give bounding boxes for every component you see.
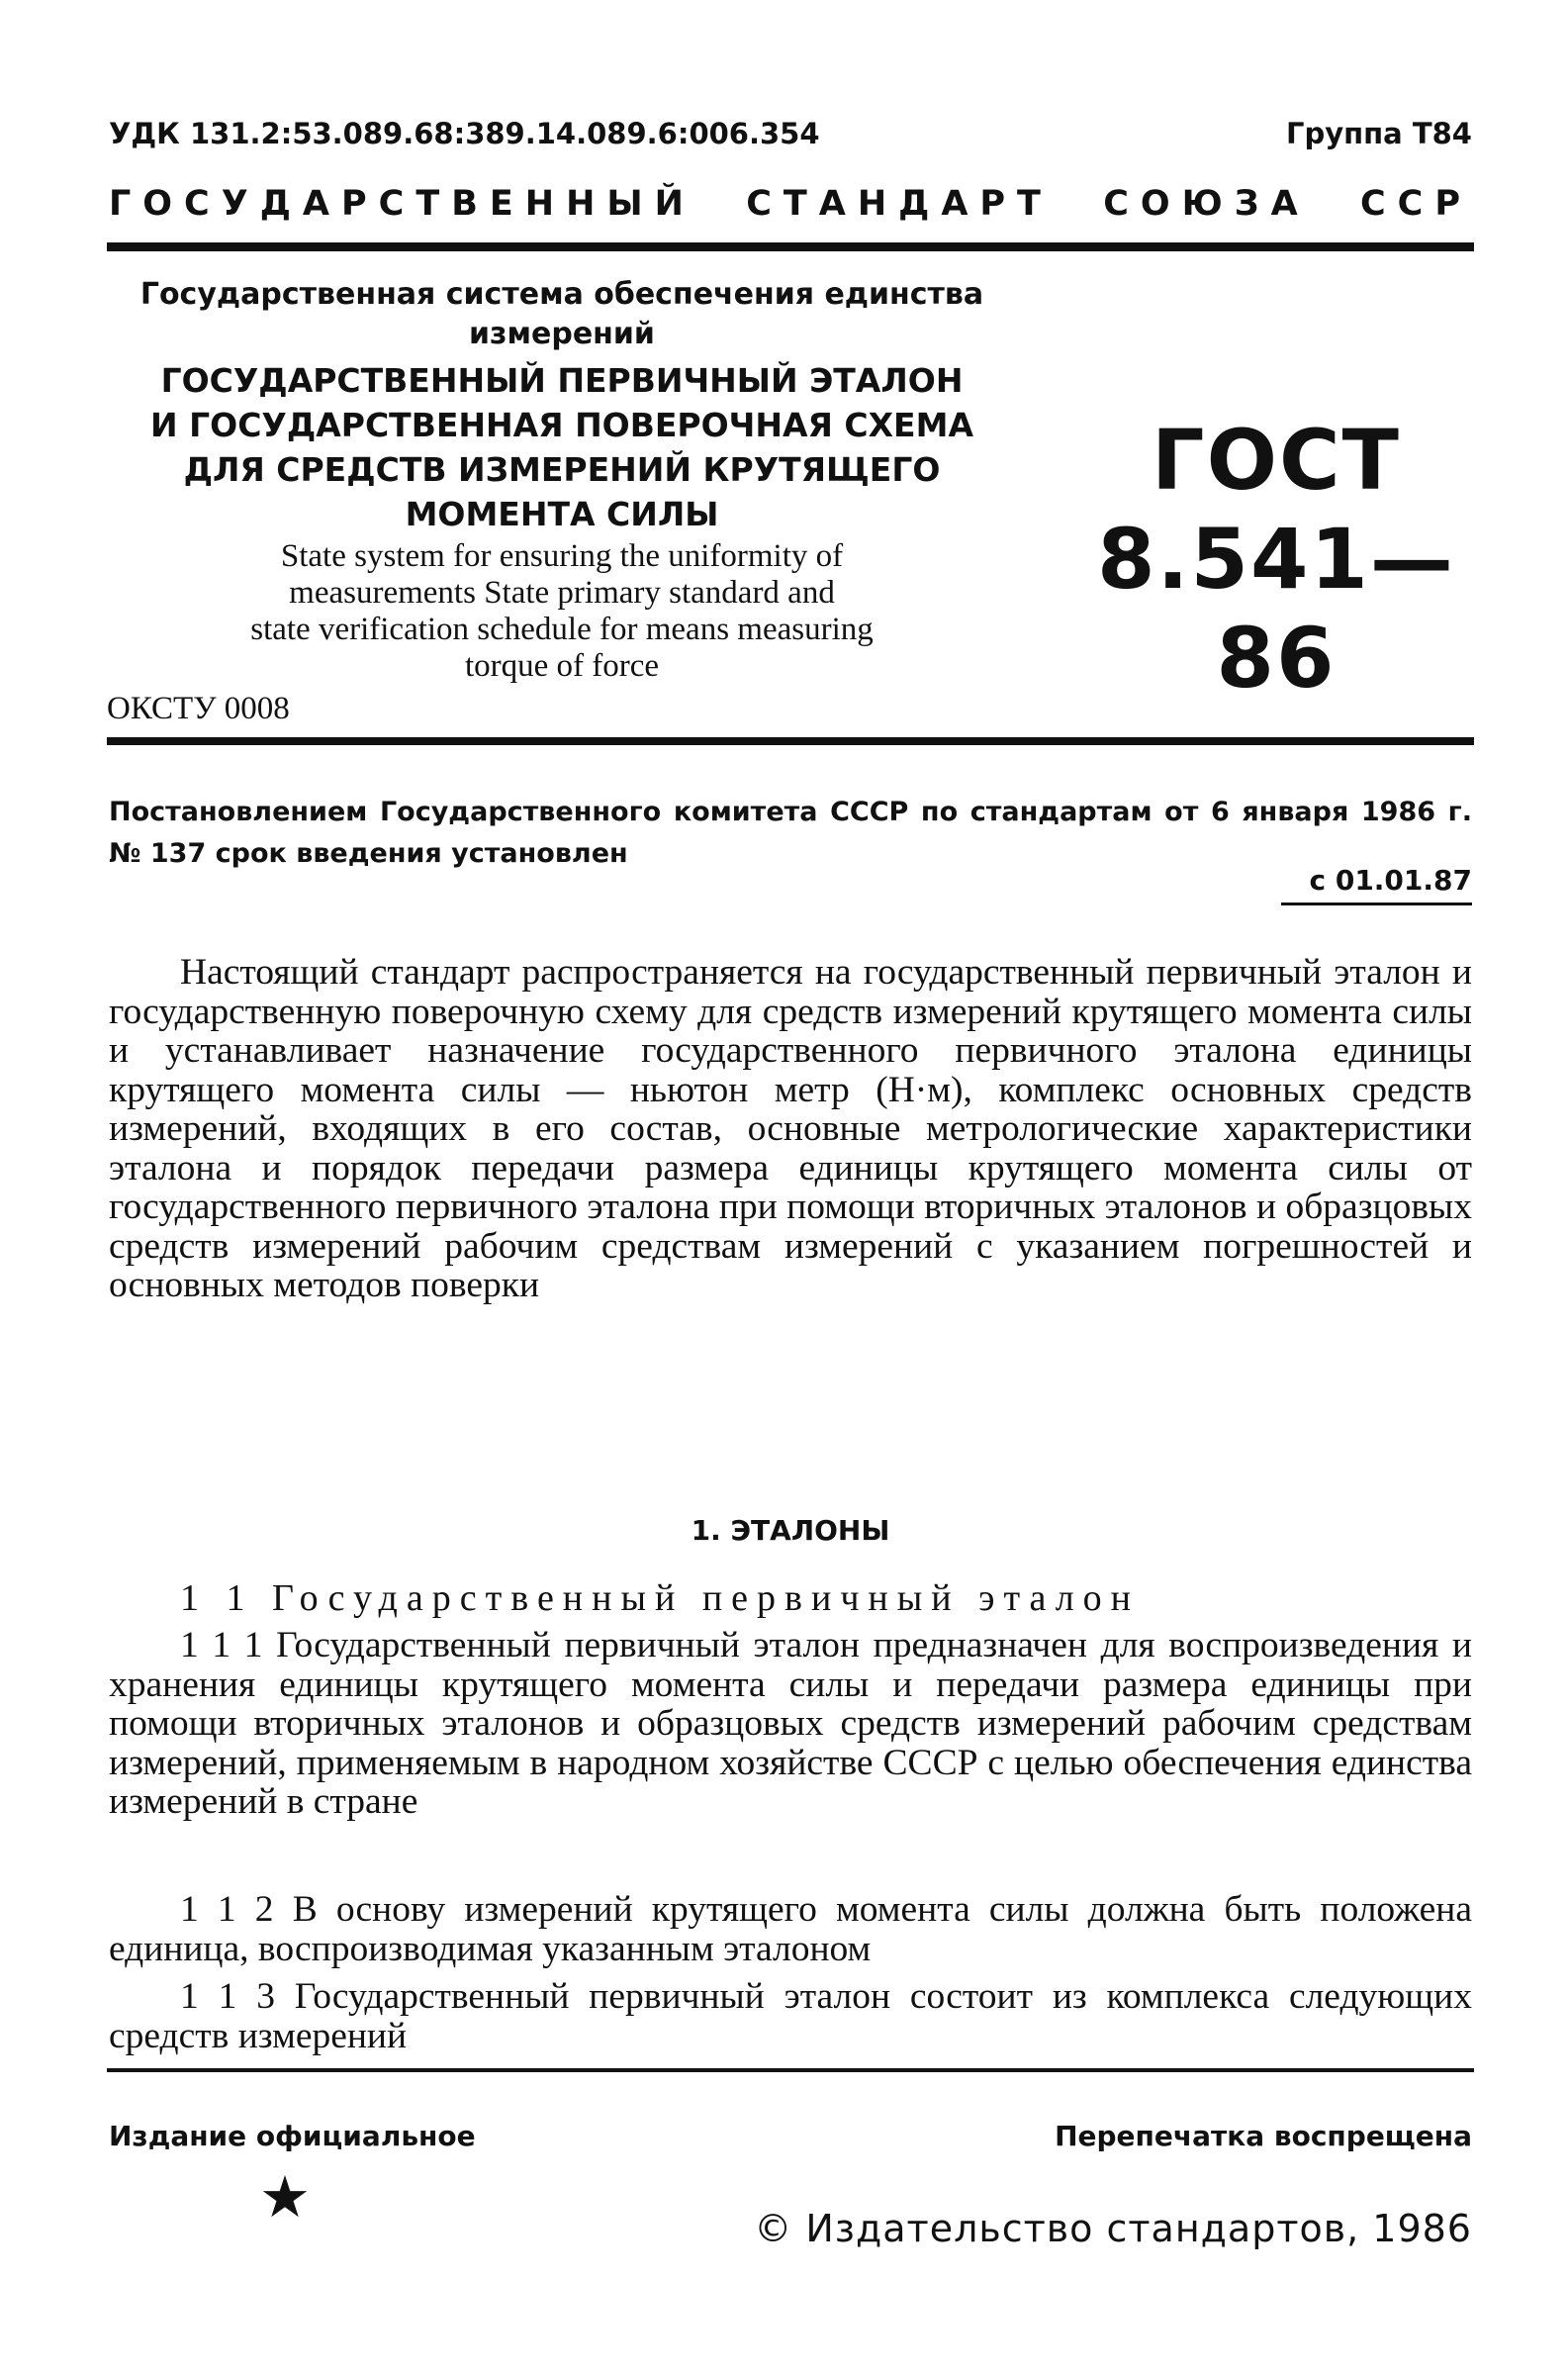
official-edition: Издание официальное (109, 2120, 476, 2152)
standard-title-block (107, 275, 1017, 685)
system-name (107, 275, 1017, 354)
decree-text: Постановлением Государственного комитета СССР по стандартам от 6 января 1986 г. № 137 срок введения установлен (109, 797, 1472, 869)
copyright-notice: © Издательство стандартов, 1986 (754, 2207, 1472, 2250)
english-line: torque of force (464, 648, 660, 684)
title-line: ДЛЯ СРЕДСТВ ИЗМЕРЕНИЙ КРУТЯЩЕГО (183, 450, 941, 489)
gost-number: 8.541—86 (1097, 511, 1455, 707)
system-line: измерений (469, 317, 655, 351)
english-line: State system for ensuring the uniformity of (280, 538, 844, 574)
middle-rule (107, 737, 1474, 745)
udk-code: УДК 131.2:53.089.68:389.14.089.6:006.354 (109, 117, 820, 150)
standard-title (107, 358, 1017, 536)
section-title: 1. ЭТАЛОНЫ (691, 1514, 890, 1547)
org-word: СТАНДАРТ (746, 184, 1053, 224)
top-rule (107, 242, 1474, 251)
star-icon: ★ (259, 2163, 311, 2231)
org-word: СОЮЗА (1103, 184, 1310, 224)
paragraph-1-1-1: 1 1 1 Государственный первичный эталон предназначен для воспроизведения и хранения единицы крутящего момента силы и передачи размера единицы при помощи вторичных эталонов и образцовых средств измерений рабочим средствам измерений, применяемым в народном хозяйстве СССР с целью обеспечения единства измерений в стране (109, 1625, 1472, 1822)
org-word: ГОСУДАРСТВЕННЫЙ (109, 184, 695, 224)
paragraph-1-1-3: 1 1 3 Государственный первичный эталон состоит из комплекса следующих средств измерений (109, 1976, 1472, 2056)
org-heading (109, 184, 1472, 224)
title-line: И ГОСУДАРСТВЕННАЯ ПОВЕРОЧНАЯ СХЕМА (150, 406, 973, 444)
subsection-heading: 1 1 Государственный первичный эталон (180, 1577, 1141, 1619)
intro-paragraph: Настоящий стандарт распространяется на государственный первичный эталон и государственную поверочную схему для средств измерений крутящего момента силы и устанавливает назначение государственного первичного эталона единицы крутящего момента силы — ньютон метр (Н·м), комплекс основных средств измерений, входящих в его состав, основные метрологические характеристики эталона и порядок передачи размера единицы крутящего момента силы от государственного первичного эталона при помощи вторичных эталонов и образцовых средств измерений рабочим средствам измерений с указанием погрешностей и основных методов поверки (109, 952, 1472, 1305)
gost-label: ГОСТ (1152, 412, 1401, 509)
gost-designation (1078, 411, 1474, 708)
paragraph-1-1-2: 1 1 2 В основу измерений крутящего момента силы должна быть положена единица, воспроизводимая указанным эталоном (109, 1889, 1472, 1969)
english-title (107, 538, 1017, 685)
title-line: ГОСУДАРСТВЕННЫЙ ПЕРВИЧНЫЙ ЭТАЛОН (160, 361, 964, 400)
title-line: МОМЕНТА СИЛЫ (405, 495, 719, 533)
bottom-rule (107, 2068, 1474, 2072)
introduction-date: с 01.01.87 (1309, 864, 1472, 897)
group-code: Группа Т84 (1285, 117, 1472, 150)
reprint-prohibited: Перепечатка воспрещена (1055, 2120, 1472, 2152)
oksty-code: ОКСТУ 0008 (107, 691, 290, 726)
system-line: Государственная система обеспечения единства (139, 277, 984, 312)
org-word: ССР (1359, 184, 1472, 224)
date-underline (1281, 903, 1472, 905)
english-line: measurements State primary standard and (289, 575, 835, 611)
english-line: state verification schedule for means measuring (250, 612, 874, 647)
